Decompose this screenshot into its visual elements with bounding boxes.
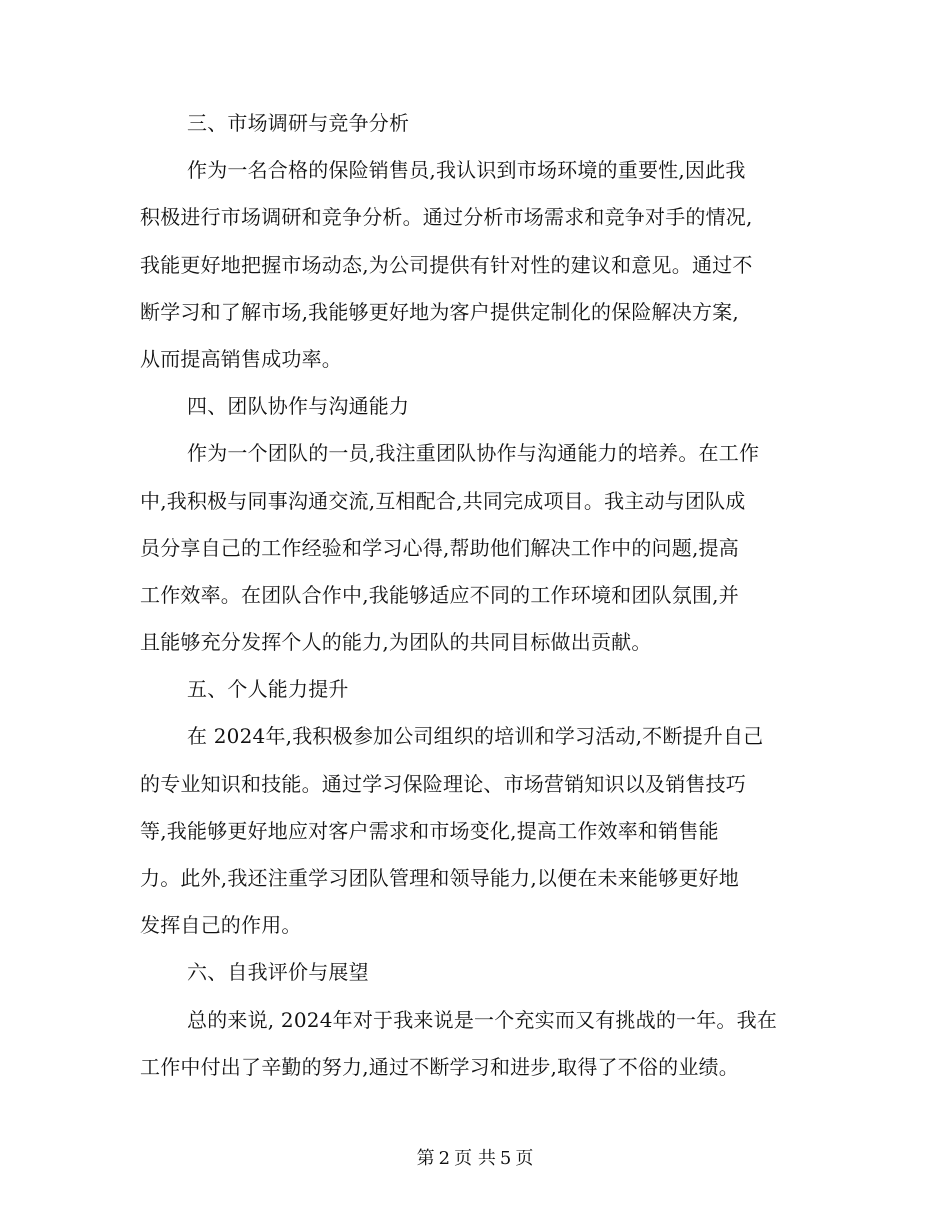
current-page-number: 2 <box>438 1148 451 1169</box>
page-label-prefix: 第 <box>416 1148 435 1169</box>
section-heading: 五、个人能力提升 <box>187 677 349 702</box>
paragraph-line: 积极进行市场调研和竞争分析。通过分析市场需求和竞争对手的情况, <box>140 205 753 230</box>
paragraph-line: 的专业知识和技能。通过学习保险理论、市场营销知识以及销售技巧 <box>140 771 746 796</box>
paragraph-line: 在 2024年,我积极参加公司组织的培训和学习活动,不断提升自己 <box>187 724 764 749</box>
page-label-mid: 页 共 <box>454 1148 496 1169</box>
paragraph-line: 等,我能够更好地应对客户需求和市场变化,提高工作效率和销售能 <box>140 818 719 843</box>
paragraph-line: 发挥自己的作用。 <box>140 913 302 938</box>
paragraph-line: 员分享自己的工作经验和学习心得,帮助他们解决工作中的问题,提高 <box>140 535 739 560</box>
paragraph-line: 工作中付出了辛勤的努力,通过不断学习和进步,取得了不俗的业绩。 <box>140 1054 739 1079</box>
paragraph-line: 作为一个团队的一员,我注重团队协作与沟通能力的培养。在工作 <box>187 441 760 466</box>
paragraph-line: 力。此外,我还注重学习团队管理和领导能力,以便在未来能够更好地 <box>140 866 739 890</box>
paragraph-line: 工作效率。在团队合作中,我能够适应不同的工作环境和团队氛围,并 <box>140 582 739 607</box>
paragraph-line: 作为一名合格的保险销售员,我认识到市场环境的重要性,因此我 <box>187 158 746 183</box>
paragraph-line: 我能更好地把握市场动态,为公司提供有针对性的建议和意见。通过不 <box>140 252 753 277</box>
page-footer <box>0 1147 950 1171</box>
section-heading: 六、自我评价与展望 <box>187 960 369 985</box>
total-pages-number: 5 <box>499 1148 512 1169</box>
section-heading: 三、市场调研与竞争分析 <box>187 111 410 135</box>
paragraph-line: 且能够充分发挥个人的能力,为团队的共同目标做出贡献。 <box>140 630 652 655</box>
section-heading: 四、团队协作与沟通能力 <box>187 394 410 419</box>
paragraph-line: 中,我积极与同事沟通交流,互相配合,共同完成项目。我主动与团队成 <box>140 488 746 513</box>
paragraph-line: 断学习和了解市场,我能够更好地为客户提供定制化的保险解决方案, <box>140 299 739 324</box>
paragraph-line: 总的来说, 2024年对于我来说是一个充实而又有挑战的一年。我在 <box>187 1007 778 1032</box>
page-label-suffix: 页 <box>515 1148 534 1169</box>
document-body <box>140 100 810 1091</box>
paragraph-line: 从而提高销售成功率。 <box>140 346 342 371</box>
